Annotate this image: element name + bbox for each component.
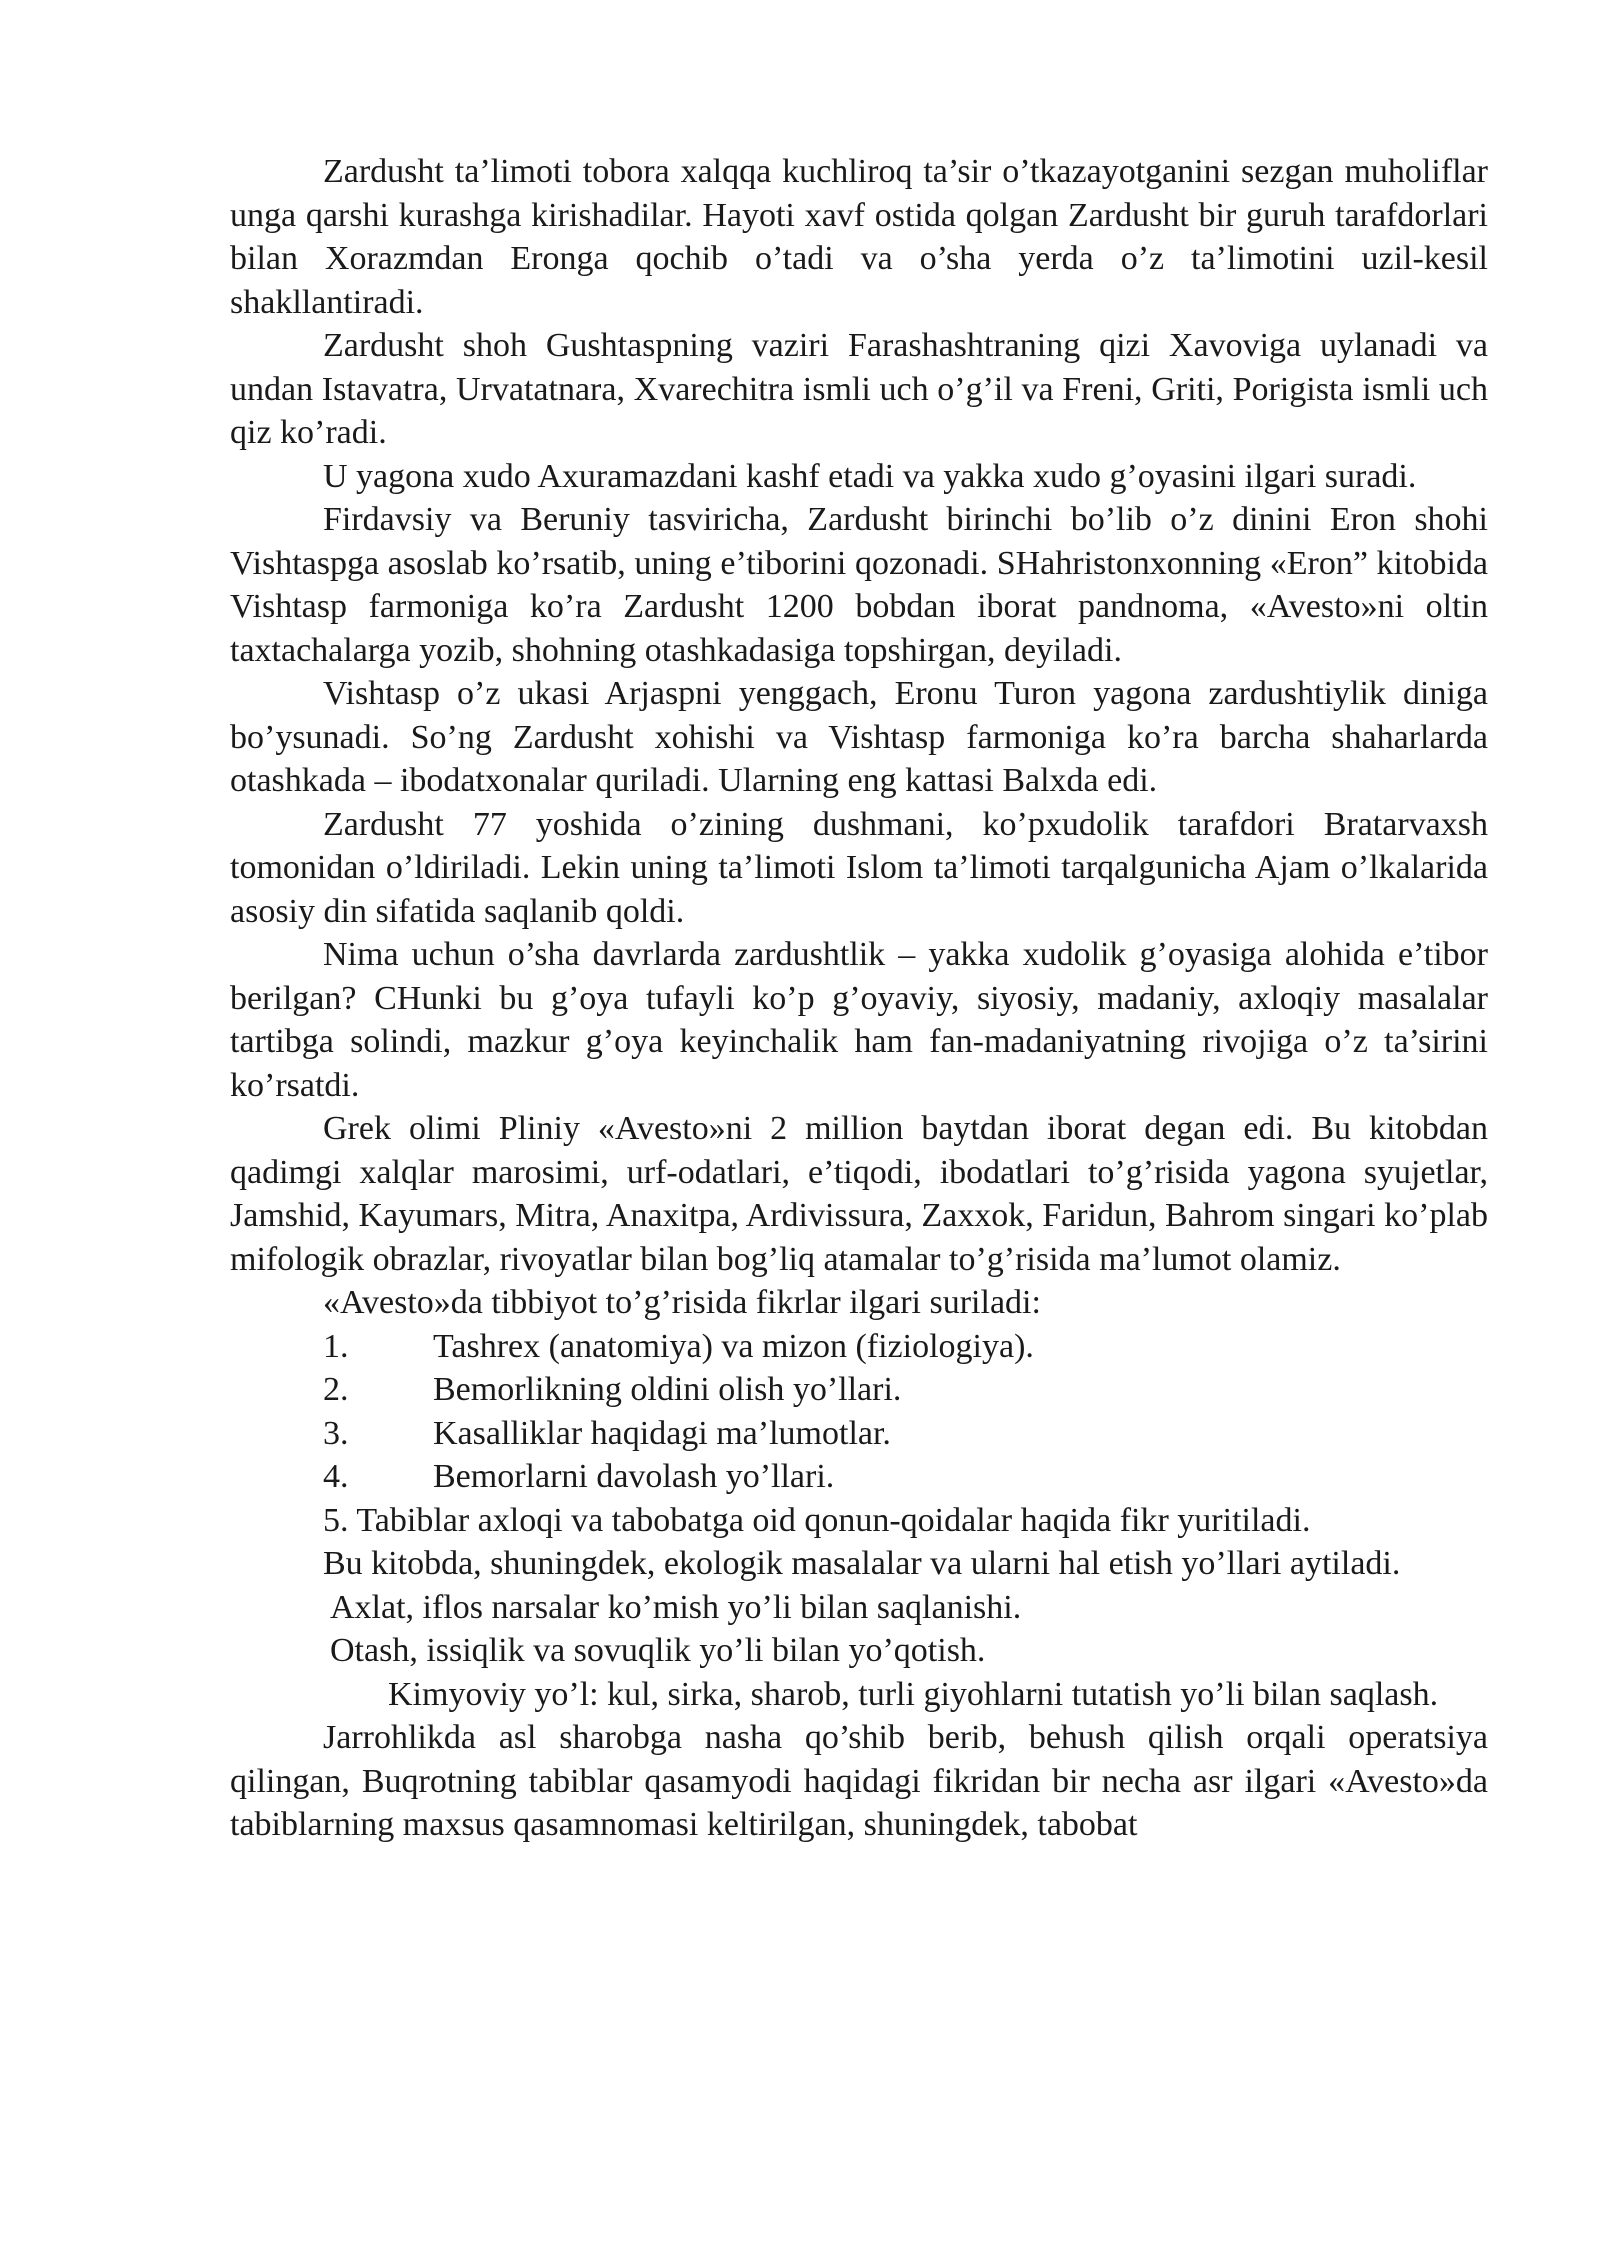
paragraph-1: Zardusht ta’limoti tobora xalqqa kuchliroq ta’sir o’tkazayotganini sezgan muholiflar unga qarshi kurashga kirishadilar. Hayoti xavf ostida qolgan Zardusht bir guruh tarafdorlari bilan Xorazmdan Eronga qochib o’tadi va o’sha yerda o’z ta’limotini uzil-kesil shakllantiradi. [230, 153, 1488, 321]
chemical-item: Kimyoviy yo’l: kul, sirka, sharob, turli giyohlarni tutatish yo’li bilan saqlash. [388, 1675, 1439, 1713]
paragraph-3: U yagona xudo Axuramazdani kashf etadi va yakka xudo g’oyasini ilgari suradi. [323, 457, 1417, 495]
paragraph-2: Zardusht shoh Gushtaspning vaziri Farashashtraning qizi Xavoviga uylanadi va undan Istavatra, Urvatatnara, Xvarechitra ismli uch o’g’il va Freni, Griti, Porigista ismli uch qiz ko’radi. [230, 327, 1488, 451]
final-paragraph: Jarrohlikda asl sharobga nasha qo’shib berib, behush qilish orqali operatsiya qilingan, Buqrotning tabiblar qasamyodi haqidagi fikridan bir necha asr ilgari «Avesto»da tabiblarning maxsus qasamnomasi keltirilgan, shuningdek, tabobat [230, 1719, 1488, 1843]
paragraph-7: Nima uchun o’sha davrlarda zardushtlik – yakka xudolik g’oyasiga alohida e’tibor berilgan? CHunki bu g’oya tufayli ko’p g’oyaviy, siyosiy, madaniy, axloqiy masalalar tartibga solindi, mazkur g’oya keyinchalik ham fan-madaniyatning rivojiga o’z ta’sirini ko’rsatdi. [230, 936, 1488, 1104]
list-item [230, 1368, 1488, 1412]
list-item [230, 1325, 1488, 1369]
ecology-paragraph: Bu kitobda, shuningdek, ekologik masalalar va ularni hal etish yo’llari aytiladi. [323, 1545, 1401, 1582]
paragraph-6: Zardusht 77 yoshida o’zining dushmani, ko’pxudolik tarafdori Bratarvaxsh tomonidan o’ldiriladi. Lekin uning ta’limoti Islom ta’limoti tarqalgunicha Ajam o’lkalarida asosiy din sifatida saqlanib qoldi. [230, 805, 1488, 930]
sub-item: Axlat, iflos narsalar ko’mish yo’li bilan saqlanishi. [330, 1588, 1022, 1626]
list-text: Bemorlikning oldini olish yo’llari. [433, 1371, 902, 1408]
list-item [230, 1412, 1488, 1456]
list-item [230, 1455, 1488, 1499]
list-number: 1. [323, 1327, 349, 1365]
paragraph-4: Firdavsiy va Beruniy tasviricha, Zardusht birinchi bo’lib o’z dinini Eron shohi Vishtaspga asoslab ko’rsatib, uning e’tiborini qozonadi. SHahristonxonning «Eron” kitobida Vishtasp farmoniga ko’ra Zardusht 1200 bobdan iborat pandnoma, «Avesto»ni oltin taxtachalarga yozib, shohning otashkadasiga topshirgan, deyiladi. [230, 501, 1488, 669]
list-number: 4. [323, 1458, 349, 1495]
list-number: 3. [323, 1414, 349, 1452]
paragraph-8: Grek olimi Pliniy «Avesto»ni 2 million baytdan iborat degan edi. Bu kitobdan qadimgi xalqlar marosimi, urf-odatlari, e’tiqodi, ibodatlari to’g’risida yagona syujetlar, Jamshid, Kayumars, Mitra, Anaxitpa, Ardivissura, Zaxxok, Faridun, Bahrom singari ko’plab mifologik obrazlar, rivoyatlar bilan bog’liq atamalar to’g’risida ma’lumot olamiz. [230, 1110, 1488, 1278]
list-text: Tashrex (anatomiya) va mizon (fiziologiya). [433, 1327, 1034, 1365]
document-page [230, 150, 1488, 1847]
list-number: 2. [323, 1371, 349, 1408]
sub-item: Otash, issiqlik va sovuqlik yo’li bilan yo’qotish. [330, 1632, 986, 1669]
list-item-5: 5. Tabiblar axloqi va tabobatga oid qonun-qoidalar haqida fikr yuritiladi. [323, 1501, 1311, 1539]
list-intro: «Avesto»da tibbiyot to’g’risida fikrlar ilgari suriladi: [323, 1284, 1041, 1321]
list-text: Kasalliklar haqidagi ma’lumotlar. [433, 1414, 891, 1452]
list-text: Bemorlarni davolash yo’llari. [433, 1458, 835, 1495]
paragraph-5: Vishtasp o’z ukasi Arjaspni yenggach, Eronu Turon yagona zardushtiylik diniga bo’ysunadi. So’ng Zardusht xohishi va Vishtasp farmoniga ko’ra barcha shaharlarda otashkada – ibodatxonalar quriladi. Ularning eng kattasi Balxda edi. [230, 675, 1488, 799]
